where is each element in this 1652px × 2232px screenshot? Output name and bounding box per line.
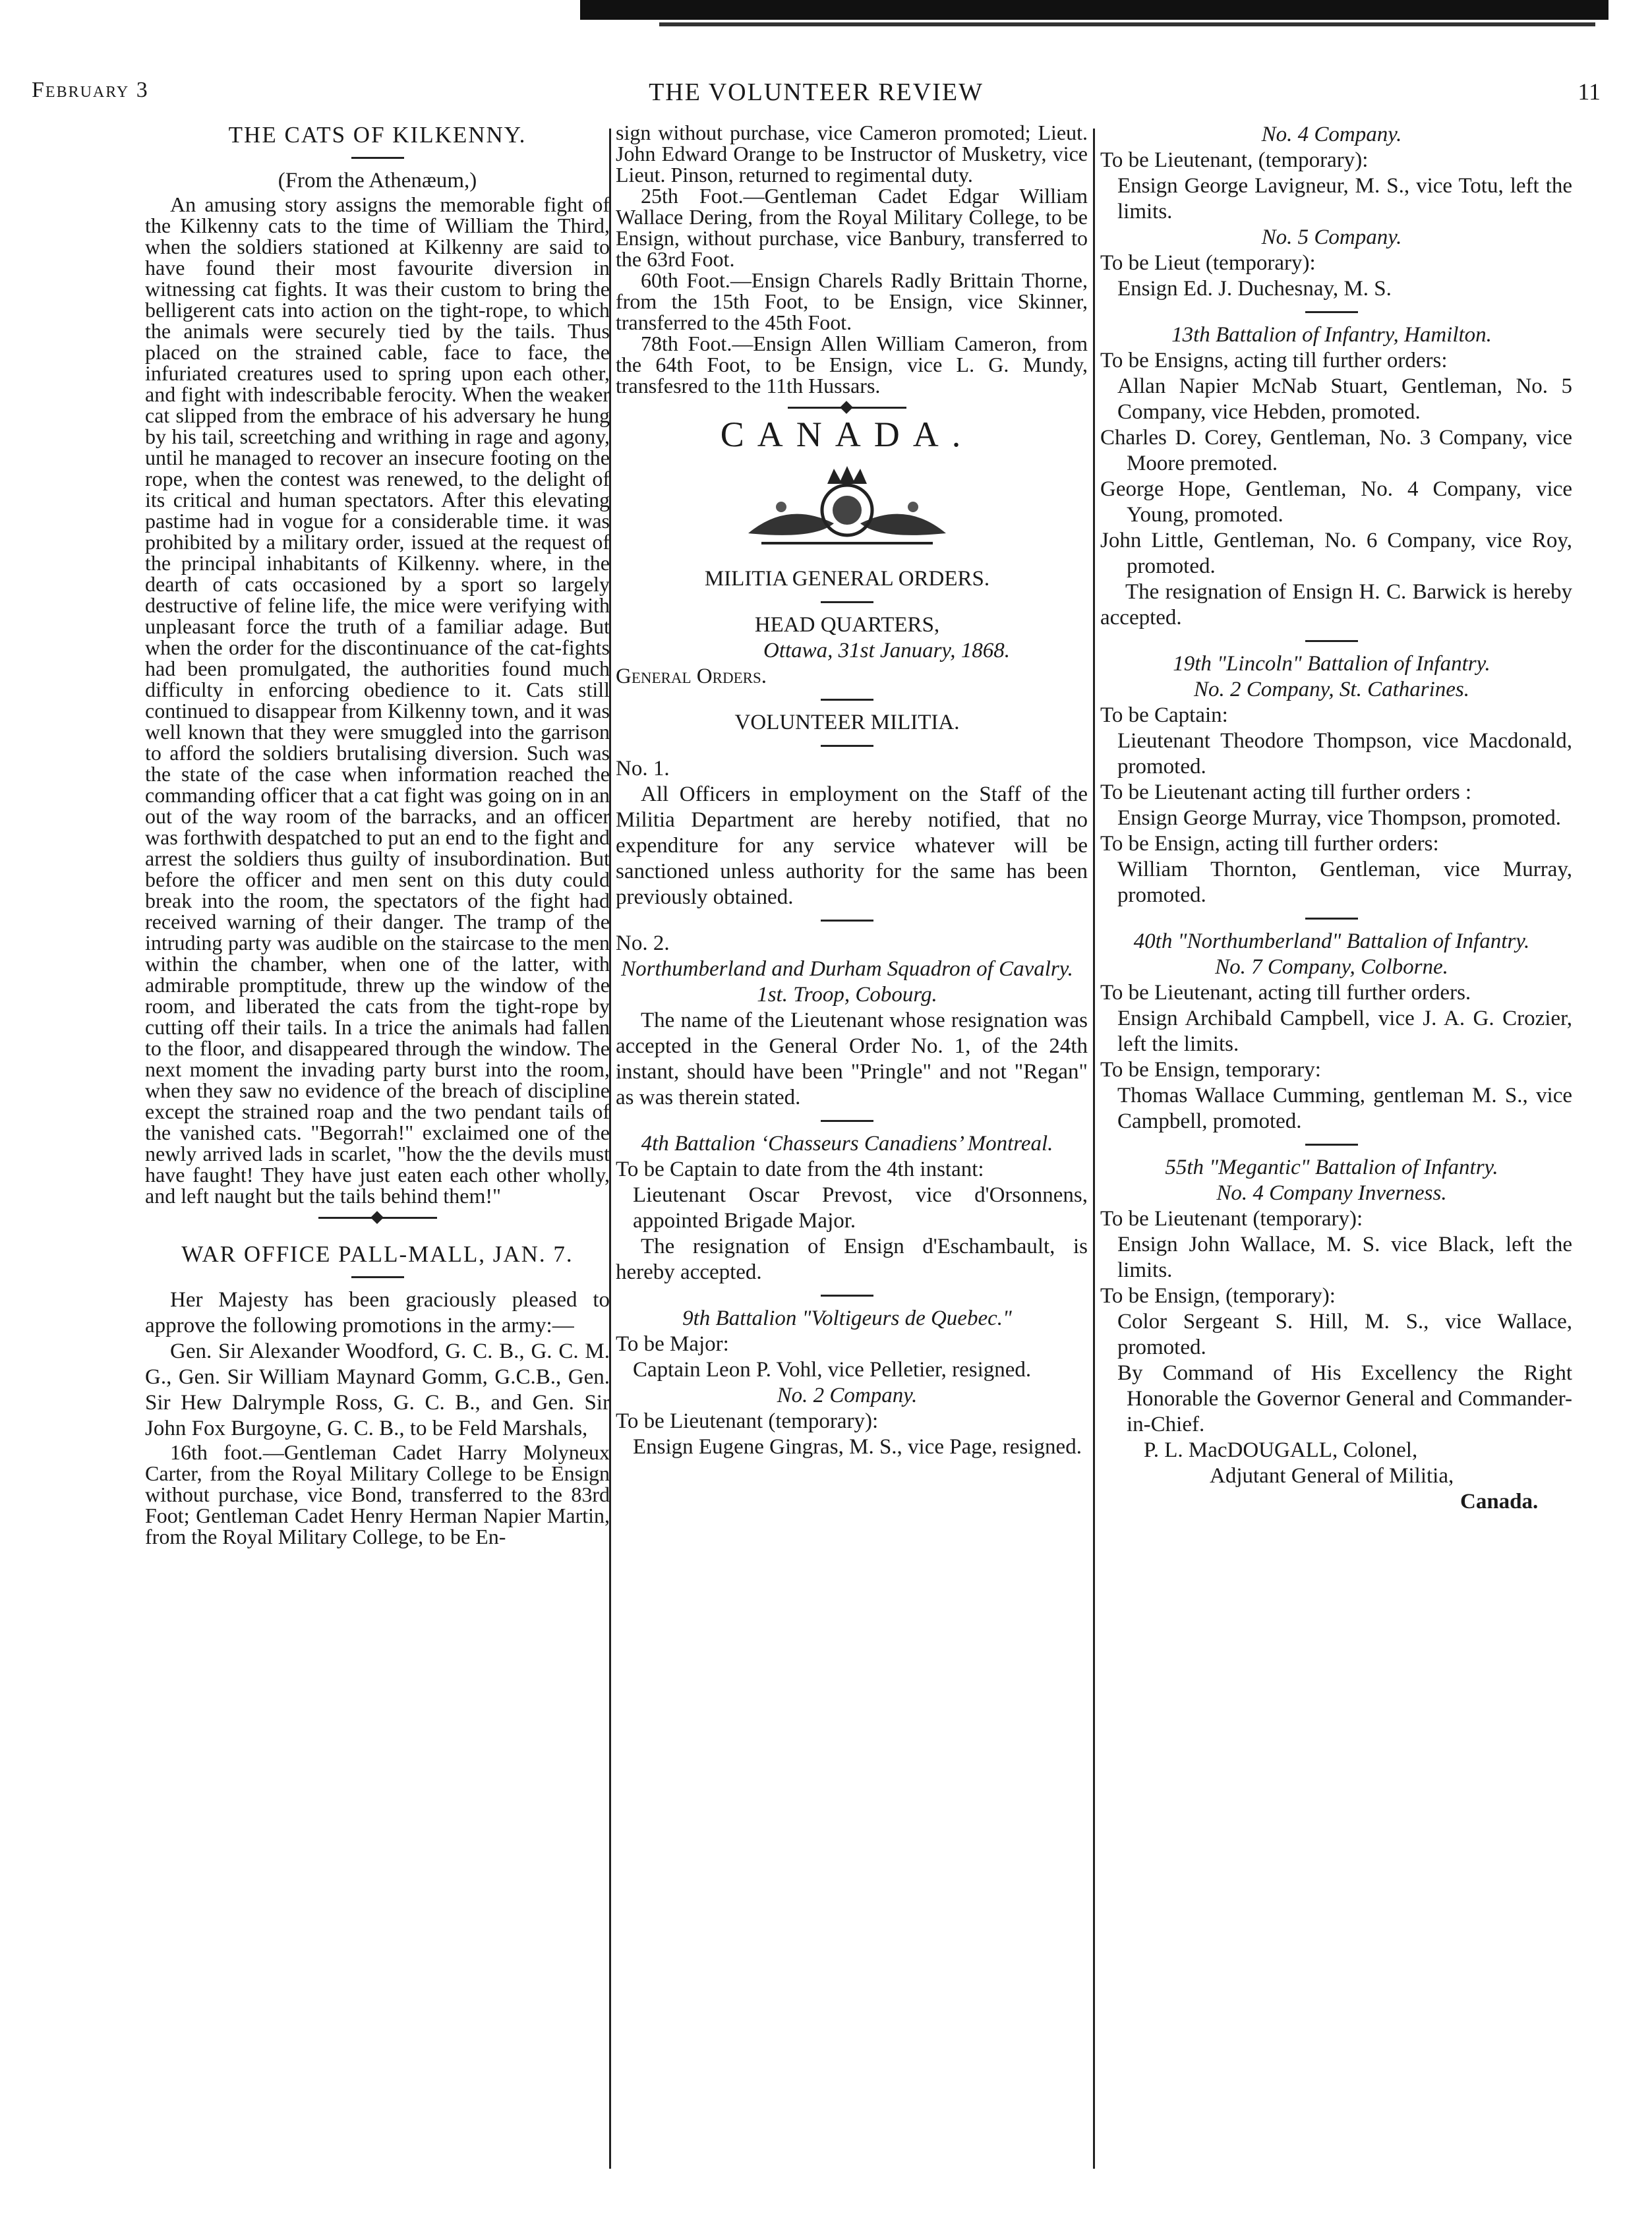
- battalion-55-company: No. 4 Company Inverness.: [1216, 1181, 1447, 1205]
- short-rule: [1305, 311, 1358, 313]
- battalion-19-line-2: Lieutenant Theodore Thompson, vice Macdonald, promoted.: [1117, 729, 1572, 778]
- header-page-number: 11: [1578, 78, 1601, 105]
- battalion-40-title: 40th "Northumberland" Battalion of Infantry.: [1133, 929, 1530, 953]
- militia-orders-title: MILITIA GENERAL ORDERS.: [704, 567, 990, 591]
- battalion-19-line-5: To be Ensign, acting till further orders:: [1100, 832, 1439, 856]
- short-rule: [1305, 640, 1358, 642]
- article-title-cats: THE CATS OF KILKENNY.: [228, 122, 527, 148]
- battalion-55-title: 55th "Megantic" Battalion of Infantry.: [1165, 1156, 1498, 1179]
- battalion-19-line-3: To be Lieutenant acting till further orders :: [1100, 780, 1472, 804]
- battalion-13-title: 13th Battalion of Infantry, Hamilton.: [1171, 323, 1492, 347]
- battalion-19-line-6: William Thornton, Gentleman, vice Murray, promoted.: [1117, 858, 1572, 907]
- article-source: (From the Athenæum,): [278, 169, 477, 192]
- short-rule: [1305, 1144, 1358, 1146]
- battalion-55-line-2: Ensign John Wallace, M. S. vice Black, left the limits.: [1117, 1233, 1572, 1282]
- battalion-4-line-3: The resignation of Ensign d'Eschambault, is hereby accepted.: [616, 1235, 1088, 1284]
- troop-cobourg: 1st. Troop, Cobourg.: [757, 983, 937, 1007]
- battalion-13-line-2: Allan Napier McNab Stuart, Gentleman, No. 5 Company, vice Hebden, promoted.: [1117, 374, 1572, 424]
- ornamental-rule: [788, 407, 906, 409]
- article-body-cats: An amusing story assigns the memorable fight of the Kilkenny cats to the time of William the Third, when the soldiers stationed at Kilkenny are said to have found their most favourite diversion in witnessing cat fights. It was their custom to bring the belligerent cats into action on the tight-rope, to which the animals were securely tied by the tails. Thus placed on the strained cable, face to face, the infuriated creatures used to spring upon each other, and fight with indescribable ferocity. When the weaker cat slipped from the embrace of his adversary he hung by his tail, screetching and writhing in rage and agony, until he managed to recover an insecure footing on the rope, when the contest was renewed, to the delight of its critical and human spectators. After this elevating pastime had in vogue for a considerable time. it was prohibited by a military order, issued at the request of the principal inhabitants of Kilkenny. where, in the dearth of cats occasioned by a sport so largely destructive of feline life, the mice were verifying with unpleasant force the truth of a familiar adage. But when the order for the discontinuance of the cat-fights had been promulgated, the authorities found much difficulty in enforcing obedience to it. Cats still continued to disappear from Kilkenny town, and it was well known that they were smuggled into the garrison to afford the soldiers brutalising diversion. Such was the state of the case when information reached the commanding officer that a cat fight was going on in an out of the way room of the barracks, and an officer was forthwith despatched to put an end to the fight and arrest the soldiers thus guilty of insubordination. But before the officer and men sent on this duty could break into the room, the spectators of the fight had received warning of their danger. The tramp of the intruding party was audible on the staircase to the men within the chamber, when one of the latter, with admirable promptitude, threw up the window of the room, and liberated the cats from the tight-rope by cutting off their tails. In a trice the animals had fallen to the floor, and disappeared through the window. The next moment the invading party burst into the room, when they saw no evidence of the breach of discipline except the strained roap and the two pendant tails of the vanished cats. "Begorrah!" exclaimed one of the newly arrived lads in scarlet, "how the the devils must have faught! They have just eaten each other wholly, and left naught but the tails behind them!": [145, 192, 610, 1208]
- company-4-line-2: Ensign George Lavigneur, M. S., vice Totu, left the limits.: [1117, 174, 1572, 223]
- war-paragraph-2: 16th foot.—Gentleman Cadet Harry Molyneux Carter, from the Royal Military College to be Ensign without purchase, vice Bond, transferred to the 83rd Foot; Gentleman Cadet Henry Herman Napier Martin, from the Royal Military College, to be En-: [145, 1440, 610, 1548]
- short-rule: [351, 157, 404, 159]
- battalion-55-line-1: To be Lieutenant (temporary):: [1100, 1207, 1363, 1231]
- short-rule: [351, 1276, 404, 1278]
- column-1: [145, 122, 610, 2182]
- article-title-war-office: WAR OFFICE PALL-MALL, JAN. 7.: [181, 1241, 574, 1267]
- battalion-40-line-1: To be Lieutenant, acting till further orders.: [1100, 981, 1471, 1005]
- volunteer-militia-title: VOLUNTEER MILITIA.: [734, 711, 960, 734]
- battalion-13-line-4: George Hope, Gentleman, No. 4 Company, vice Young, promoted.: [1100, 477, 1572, 527]
- battalion-40-line-3: To be Ensign, temporary:: [1100, 1058, 1321, 1082]
- general-orders-label: General Orders.: [616, 664, 767, 688]
- battalion-55-line-3: To be Ensign, (temporary):: [1100, 1284, 1336, 1308]
- section-title-canada: CANADA.: [720, 415, 974, 454]
- battalion-9-line-1: To be Major:: [616, 1332, 729, 1356]
- war-paragraph-1: Gen. Sir Alexander Woodford, G. C. B., G. C. M. G., Gen. Sir William Maynard Gomm, G.C.B., Gen. Sir Hew Dalrymple Ross, G. C. B., and Gen. Sir John Fox Burgoyne, G. C. B., to be Feld Marshals,: [145, 1339, 610, 1440]
- battalion-13-line-3: Charles D. Corey, Gentleman, No. 3 Company, vice Moore premoted.: [1100, 426, 1572, 475]
- battalion-40-line-4: Thomas Wallace Cumming, gentleman M. S., vice Campbell, promoted.: [1117, 1084, 1572, 1133]
- battalion-19-line-4: Ensign George Murray, vice Thompson, promoted.: [1117, 806, 1562, 830]
- battalion-9-line-2: Captain Leon P. Vohl, vice Pelletier, resigned.: [633, 1358, 1032, 1382]
- header-date: February 3: [32, 78, 149, 102]
- company-5-line-2: Ensign Ed. J. Duchesnay, M. S.: [1117, 277, 1392, 301]
- signature-title: Adjutant General of Militia,: [1210, 1464, 1454, 1488]
- head-quarters: HEAD QUARTERS,: [754, 613, 940, 637]
- short-rule: [821, 699, 873, 701]
- ornamental-rule: [318, 1217, 437, 1219]
- war-78th-foot: 78th Foot.—Ensign Allen William Cameron, from the 64th Foot, to be Ensign, vice L. G. Mundy, transfesred to the 11th Hussars.: [616, 332, 1088, 397]
- company-4-title: No. 4 Company.: [1261, 123, 1402, 146]
- battalion-9-company: No. 2 Company.: [777, 1384, 918, 1407]
- order-number-2: No. 2.: [616, 931, 670, 955]
- battalion-13-line-5: John Little, Gentleman, No. 6 Company, vice Roy, promoted.: [1100, 529, 1572, 578]
- top-border-rule: [659, 22, 1595, 26]
- northumberland-durham-title: Northumberland and Durham Squadron of Cavalry.: [621, 957, 1073, 981]
- troop-body: The name of the Lieutenant whose resignation was accepted in the General Order No. 1, of the 24th instant, should have been "Pringle" and not "Regan" as was therein stated.: [616, 1009, 1088, 1109]
- top-border-bar: [580, 0, 1608, 20]
- company-4-line-1: To be Lieutenant, (temporary):: [1100, 148, 1369, 172]
- battalion-13-line-1: To be Ensigns, acting till further orders:: [1100, 349, 1448, 372]
- battalion-9-line-4: Ensign Eugene Gingras, M. S., vice Page, resigned.: [633, 1435, 1082, 1459]
- battalion-19-company: No. 2 Company, St. Catharines.: [1193, 678, 1470, 701]
- command-statement: By Command of His Excellency the Right Honorable the Governor General and Commander-in-Chief.: [1117, 1361, 1572, 1436]
- company-5-title: No. 5 Company.: [1261, 225, 1402, 249]
- order-1-body: All Officers in employment on the Staff of the Militia Department are hereby notified, that no expenditure for any service whatever will be sanctioned unless authority for the same has been previously obtained.: [616, 782, 1088, 909]
- battalion-40-company: No. 7 Company, Colborne.: [1215, 955, 1448, 979]
- signature-place: Canada.: [1460, 1490, 1539, 1513]
- short-rule: [821, 1295, 873, 1297]
- war-continuation: sign without purchase, vice Cameron promoted; Lieut. John Edward Orange to be Instructor of Musketry, vice Lieut. Pinson, returned to regimental duty.: [616, 122, 1088, 187]
- royal-crest-icon: [735, 461, 959, 553]
- orders-date: Ottawa, 31st January, 1868.: [763, 639, 1010, 662]
- battalion-9-line-3: To be Lieutenant (temporary):: [616, 1409, 879, 1433]
- short-rule: [1305, 918, 1358, 920]
- page-header: [32, 78, 1601, 124]
- battalion-9-title: 9th Battalion "Voltigeurs de Quebec.": [682, 1307, 1012, 1330]
- short-rule: [821, 745, 873, 747]
- battalion-19-line-1: To be Captain:: [1100, 703, 1228, 727]
- battalion-40-line-2: Ensign Archibald Campbell, vice J. A. G. Crozier, left the limits.: [1117, 1007, 1572, 1056]
- short-rule: [821, 601, 873, 603]
- war-intro: Her Majesty has been graciously pleased to approve the following promotions in the army:—: [145, 1288, 610, 1337]
- order-number-1: No. 1.: [616, 757, 670, 780]
- company-5-line-1: To be Lieut (temporary):: [1100, 251, 1316, 275]
- battalion-4-line-2: Lieutenant Oscar Prevost, vice d'Orsonnens, appointed Brigade Major.: [633, 1183, 1088, 1233]
- header-title: THE VOLUNTEER REVIEW: [649, 78, 984, 106]
- battalion-55-line-4: Color Sergeant S. Hill, M. S., vice Wallace, promoted.: [1117, 1310, 1572, 1359]
- battalion-4-line-1: To be Captain to date from the 4th instant:: [616, 1158, 984, 1181]
- battalion-13-line-6: The resignation of Ensign H. C. Barwick is hereby accepted.: [1100, 580, 1572, 630]
- column-3: [1091, 122, 1572, 2182]
- war-25th-foot: 25th Foot.—Gentleman Cadet Edgar William Wallace Dering, from the Royal Military College, to be Ensign, without purchase, vice Banbury, transferred to the 63rd Foot.: [616, 184, 1088, 271]
- column-2: [606, 122, 1088, 2182]
- battalion-4-title: 4th Battalion ‘Chasseurs Canadiens’ Montreal.: [641, 1132, 1053, 1156]
- signature-name: P. L. MacDOUGALL, Colonel,: [1144, 1438, 1418, 1462]
- short-rule: [821, 1120, 873, 1122]
- war-60th-foot: 60th Foot.—Ensign Charels Radly Brittain Thorne, from the 15th Foot, to be Ensign, vice Skinner, transferred to the 45th Foot.: [616, 268, 1088, 334]
- short-rule: [821, 920, 873, 922]
- battalion-19-title: 19th "Lincoln" Battalion of Infantry.: [1173, 652, 1490, 676]
